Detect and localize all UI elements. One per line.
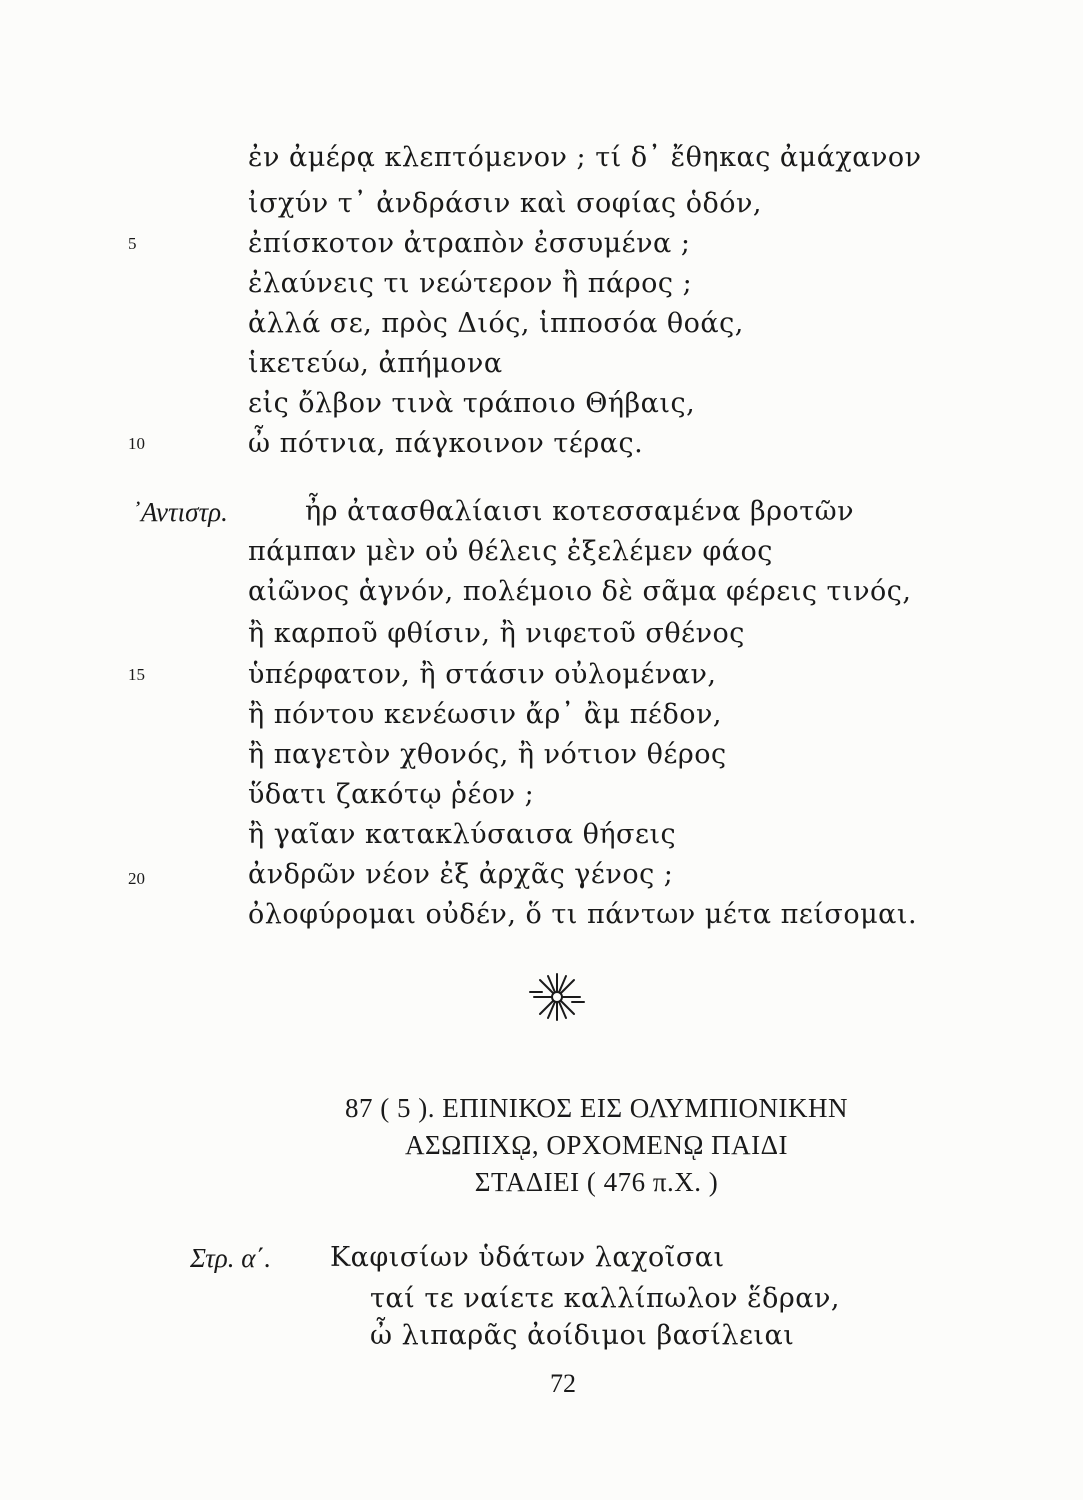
strophe-label: Στρ. α΄. <box>190 1243 272 1273</box>
verse-line: ἐπίσκοτον ἀτραπὸν ἐσσυμένα ; <box>248 228 691 259</box>
verse-line: ἀνδρῶν νέον ἐξ ἀρχᾶς γένος ; <box>248 859 674 890</box>
verse-line: ἐλαύνεις τι νεώτερον ἢ πάρος ; <box>248 268 693 299</box>
verse-line: ὑπέρφατον, ἢ στάσιν οὐλομέναν, <box>248 659 717 690</box>
verse-line: ἱκετεύω, ἀπήμονα <box>248 348 503 379</box>
line-number: 5 <box>128 234 137 253</box>
poem-heading-line1: 87 ( 5 ). ΕΠΙΝΙΚΟΣ ΕΙΣ ΟΛΥΜΠΙΟΝΙΚΗΝ <box>345 1093 848 1123</box>
poem-heading-line2: ΑΣΩΠΙΧῼ, ΟΡΧΟΜΕΝῼ ΠΑΙΔΙ <box>404 1130 788 1160</box>
verse-line: ἢ παγετὸν χθονός, ἢ νότιον θέρος <box>248 739 727 770</box>
verse-line: ἀλλά σε, πρὸς Διός, ἱπποσόα θοάς, <box>248 308 744 339</box>
verse-line: ὦ λιπαρᾶς ἀοίδιμοι βασίλειαι <box>370 1320 795 1351</box>
line-number: 15 <box>128 665 145 684</box>
verse-line: ἢ γαῖαν κατακλύσαισα θήσεις <box>248 819 677 850</box>
verse-line: ἢ πόντου κενέωσιν ἄρ᾽ ἂμ πέδον, <box>248 699 722 730</box>
verse-line: Καφισίων ὑδάτων λαχοῖσαι <box>330 1242 725 1273</box>
verse-line: ὕδατι ζακότῳ ῥέον ; <box>248 779 535 810</box>
verse-line: αἰῶνος ἁγνόν, πολέμοιο δὲ σᾶμα φέρεις τινός, <box>248 576 912 607</box>
antistrophe-label: ᾿Αντιστρ. <box>132 497 228 527</box>
verse-line: ἦρ ἀτασθαλίαισι κοτεσσαμένα βροτῶν <box>305 496 855 527</box>
verse-line: ὦ πότνια, πάγκοινον τέρας. <box>248 428 644 459</box>
verse-line: ὀλοφύρομαι οὐδέν, ὅ τι πάντων μέτα πείσομαι. <box>248 899 918 930</box>
line-number: 10 <box>128 434 145 453</box>
line-number: 20 <box>128 869 145 888</box>
verse-line: ἐν ἀμέρᾳ κλεπτόμενον ; τί δ᾽ ἔθηκας ἀμάχανον <box>248 142 922 173</box>
verse-line: πάμπαν μὲν οὐ θέλεις ἐξελέμεν φάος <box>248 536 773 567</box>
verse-line: ἢ καρποῦ φθίσιν, ἢ νιφετοῦ σθένος <box>248 618 745 649</box>
verse-line: εἰς ὄλβον τινὰ τράποιο Θήβαις, <box>248 388 696 419</box>
verse-line: ἰσχύν τ᾽ ἀνδράσιν καὶ σοφίας ὁδόν, <box>248 188 762 219</box>
star-ornament-icon <box>522 970 592 1024</box>
poem-heading-line3: ΣΤΑΔΙΕΙ ( 476 π.Χ. ) <box>474 1167 719 1197</box>
verse-line: ταί τε ναίετε καλλίπωλον ἕδραν, <box>370 1283 840 1314</box>
page-number: 72 <box>550 1369 576 1398</box>
